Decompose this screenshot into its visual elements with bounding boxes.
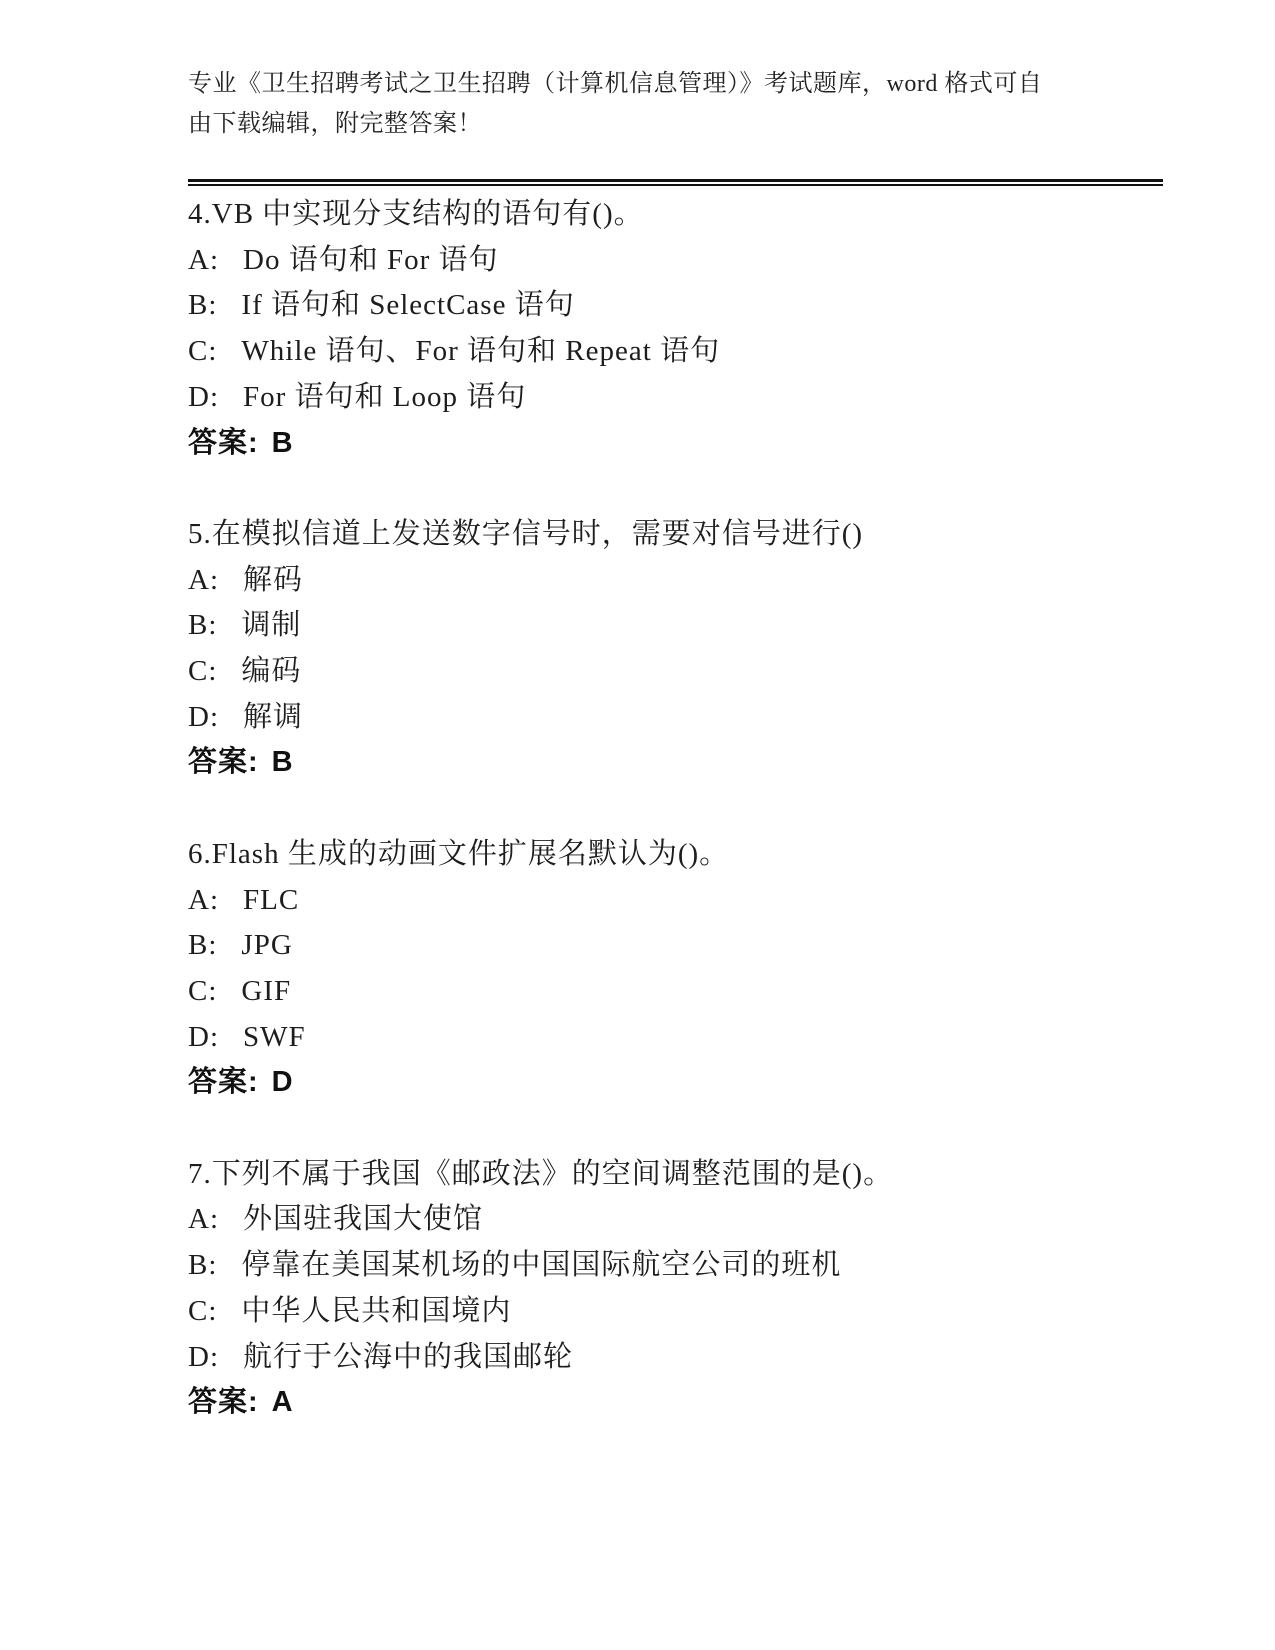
answer-value: D — [271, 1066, 294, 1099]
option-text: JPG — [241, 929, 293, 962]
option-text: 解码 — [243, 563, 304, 596]
option-label: C: — [188, 974, 218, 1007]
option-label: C: — [188, 655, 218, 688]
answer-value: B — [271, 746, 294, 779]
header-line-1: 专业《卫生招聘考试之卫生招聘（计算机信息管理）》考试题库，word 格式可自 — [188, 71, 1043, 97]
question-block-4 — [188, 192, 1188, 466]
option-row — [188, 1015, 1188, 1061]
option-label: D: — [188, 1340, 219, 1373]
option-label: B: — [188, 929, 218, 962]
answer-label: 答案: — [188, 746, 259, 779]
option-row — [188, 329, 1188, 375]
option-label: A: — [188, 1203, 219, 1236]
option-text: 外国驻我国大使馆 — [243, 1203, 484, 1236]
answer-row — [188, 1380, 1188, 1426]
question-block-6 — [188, 832, 1188, 1106]
answer-row — [188, 740, 1188, 786]
option-label: A: — [188, 883, 219, 916]
option-label: D: — [188, 700, 219, 733]
option-label: B: — [188, 1249, 218, 1282]
option-text: 停靠在美国某机场的中国国际航空公司的班机 — [241, 1249, 842, 1282]
option-label: C: — [188, 1294, 218, 1327]
option-row — [188, 1243, 1188, 1289]
option-row — [188, 969, 1188, 1015]
header-line-2: 由下载编辑，附完整答案！ — [188, 111, 482, 137]
option-row — [188, 649, 1188, 695]
option-label: A: — [188, 243, 219, 276]
option-row — [188, 1197, 1188, 1243]
option-text: 航行于公海中的我国邮轮 — [243, 1340, 574, 1373]
option-text: GIF — [241, 974, 292, 1007]
option-row — [188, 603, 1188, 649]
answer-value: B — [271, 426, 294, 459]
option-row — [188, 923, 1188, 969]
question-title: 5.在模拟信道上发送数字信号时，需要对信号进行() — [188, 517, 864, 550]
question-title: 7.下列不属于我国《邮政法》的空间调整范围的是()。 — [188, 1157, 894, 1190]
option-row — [188, 238, 1188, 284]
question-title: 4.VB 中实现分支结构的语句有()。 — [188, 198, 644, 230]
option-row — [188, 1289, 1188, 1335]
header-divider-rule — [188, 179, 1163, 186]
option-text: 调制 — [241, 609, 302, 642]
option-text: 解调 — [243, 700, 304, 733]
answer-label: 答案: — [188, 426, 259, 459]
option-text: SWF — [243, 1020, 306, 1053]
answer-label: 答案: — [188, 1066, 259, 1099]
answer-row — [188, 1060, 1188, 1106]
option-label: D: — [188, 380, 219, 413]
option-text: FLC — [243, 883, 300, 916]
option-text: Do 语句和 For 语句 — [243, 243, 499, 276]
option-label: A: — [188, 563, 219, 596]
question-block-5 — [188, 512, 1188, 786]
option-text: 中华人民共和国境内 — [241, 1294, 512, 1327]
option-row — [188, 283, 1188, 329]
question-block-7 — [188, 1152, 1188, 1426]
option-text: If 语句和 SelectCase 语句 — [241, 289, 575, 322]
option-row — [188, 878, 1188, 924]
option-label: B: — [188, 609, 218, 642]
answer-label: 答案: — [188, 1386, 259, 1419]
option-text: For 语句和 Loop 语句 — [243, 380, 527, 413]
option-label: B: — [188, 289, 218, 322]
option-row — [188, 1335, 1188, 1381]
option-row — [188, 375, 1188, 421]
option-label: C: — [188, 335, 218, 368]
question-title: 6.Flash 生成的动画文件扩展名默认为()。 — [188, 837, 730, 870]
option-text: 编码 — [241, 655, 302, 688]
page-header — [188, 64, 1178, 144]
answer-row — [188, 421, 1188, 467]
option-row — [188, 558, 1188, 604]
option-row — [188, 695, 1188, 741]
option-text: While 语句、For 语句和 Repeat 语句 — [241, 335, 721, 368]
option-label: D: — [188, 1020, 219, 1053]
answer-value: A — [271, 1386, 294, 1419]
questions-list — [188, 192, 1188, 1472]
